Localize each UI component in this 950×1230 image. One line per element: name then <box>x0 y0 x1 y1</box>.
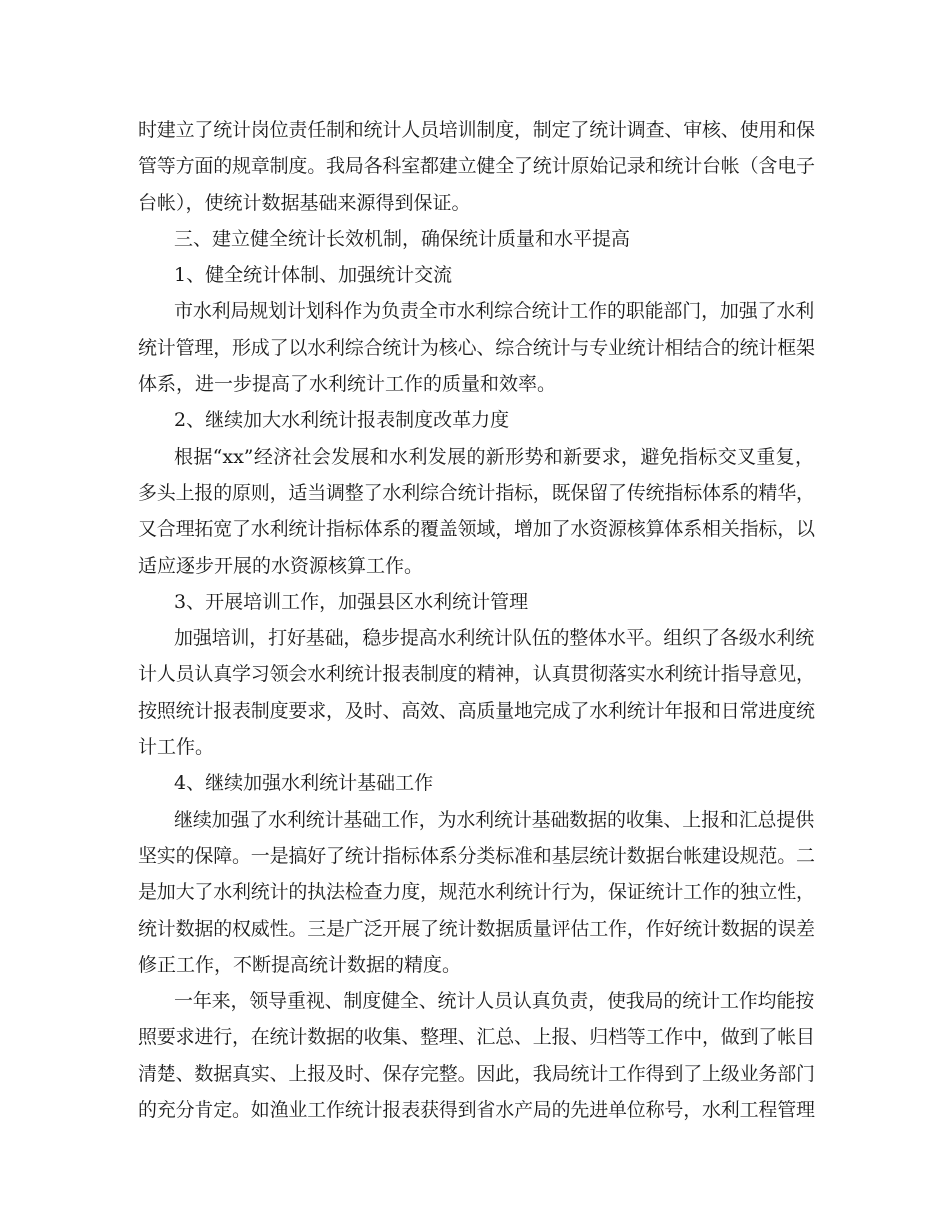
body-text-line: 管等方面的规章制度。我局各科室都建立健全了统计原始记录和统计台帐（含电子 <box>138 155 815 178</box>
body-text-line: 台帐），使统计数据基础来源得到保证。 <box>138 191 471 214</box>
body-text-line: 修正工作，不断提高统计数据的精度。 <box>138 953 462 976</box>
body-text-line: 市水利局规划计划科作为负责全市水利综合统计工作的职能部门，加强了水利 <box>174 300 814 323</box>
body-text-line: 是加大了水利统计的执法检查力度，规范水利统计行为，保证统计工作的独立性， <box>138 881 815 904</box>
body-text-line: 又合理拓宽了水利统计指标体系的覆盖领域，增加了水资源核算体系相关指标，以 <box>138 518 815 541</box>
body-text-line: 坚实的保障。一是搞好了统计指标体系分类标准和基层统计数据台帐建设规范。二 <box>138 844 815 867</box>
body-text-line: 加强培训，打好基础，稳步提高水利统计队伍的整体水平。组织了各级水利统 <box>174 627 814 650</box>
body-text-line: 统计管理，形成了以水利综合统计为核心、综合统计与专业统计相结合的统计框架 <box>138 336 815 359</box>
body-text-line: 的充分肯定。如渔业工作统计报表获得到省水产局的先进单位称号，水利工程管理 <box>138 1099 815 1122</box>
body-text-line: 根据“xx”经济社会发展和水利发展的新形势和新要求，避免指标交叉重复， <box>174 445 814 468</box>
body-text-line: 多头上报的原则，适当调整了水利综合统计指标，既保留了传统指标体系的精华， <box>138 481 815 504</box>
subsection-heading: 1、健全统计体制、加强统计交流 <box>174 264 453 287</box>
body-text-line: 计工作。 <box>138 736 215 759</box>
body-text-line: 继续加强了水利统计基础工作，为水利统计基础数据的收集、上报和汇总提供 <box>174 808 814 831</box>
body-text-line: 统计数据的权威性。三是广泛开展了统计数据质量评估工作，作好统计数据的误差 <box>138 917 815 940</box>
document-body <box>138 112 814 1128</box>
body-text-line: 适应逐步开展的水资源核算工作。 <box>138 554 424 577</box>
body-text-line: 照要求进行，在统计数据的收集、整理、汇总、上报、归档等工作中，做到了帐目 <box>138 1026 815 1049</box>
body-text-line: 按照统计报表制度要求，及时、高效、高质量地完成了水利统计年报和日常进度统 <box>138 699 815 722</box>
section-heading: 三、建立健全统计长效机制，确保统计质量和水平提高 <box>174 227 631 250</box>
body-text-line: 体系，进一步提高了水利统计工作的质量和效率。 <box>138 373 557 396</box>
subsection-heading: 2、继续加大水利统计报表制度改革力度 <box>174 409 510 432</box>
subsection-heading: 3、开展培训工作，加强县区水利统计管理 <box>174 590 529 613</box>
body-text-line: 一年来，领导重视、制度健全、统计人员认真负责，使我局的统计工作均能按 <box>174 990 814 1013</box>
subsection-heading: 4、继续加强水利统计基础工作 <box>174 772 434 795</box>
body-text-line: 计人员认真学习领会水利统计报表制度的精神，认真贯彻落实水利统计指导意见， <box>138 663 815 686</box>
body-text-line: 清楚、数据真实、上报及时、保存完整。因此，我局统计工作得到了上级业务部门 <box>138 1062 815 1085</box>
body-text-line: 时建立了统计岗位责任制和统计人员培训制度，制定了统计调查、审核、使用和保 <box>138 119 815 141</box>
